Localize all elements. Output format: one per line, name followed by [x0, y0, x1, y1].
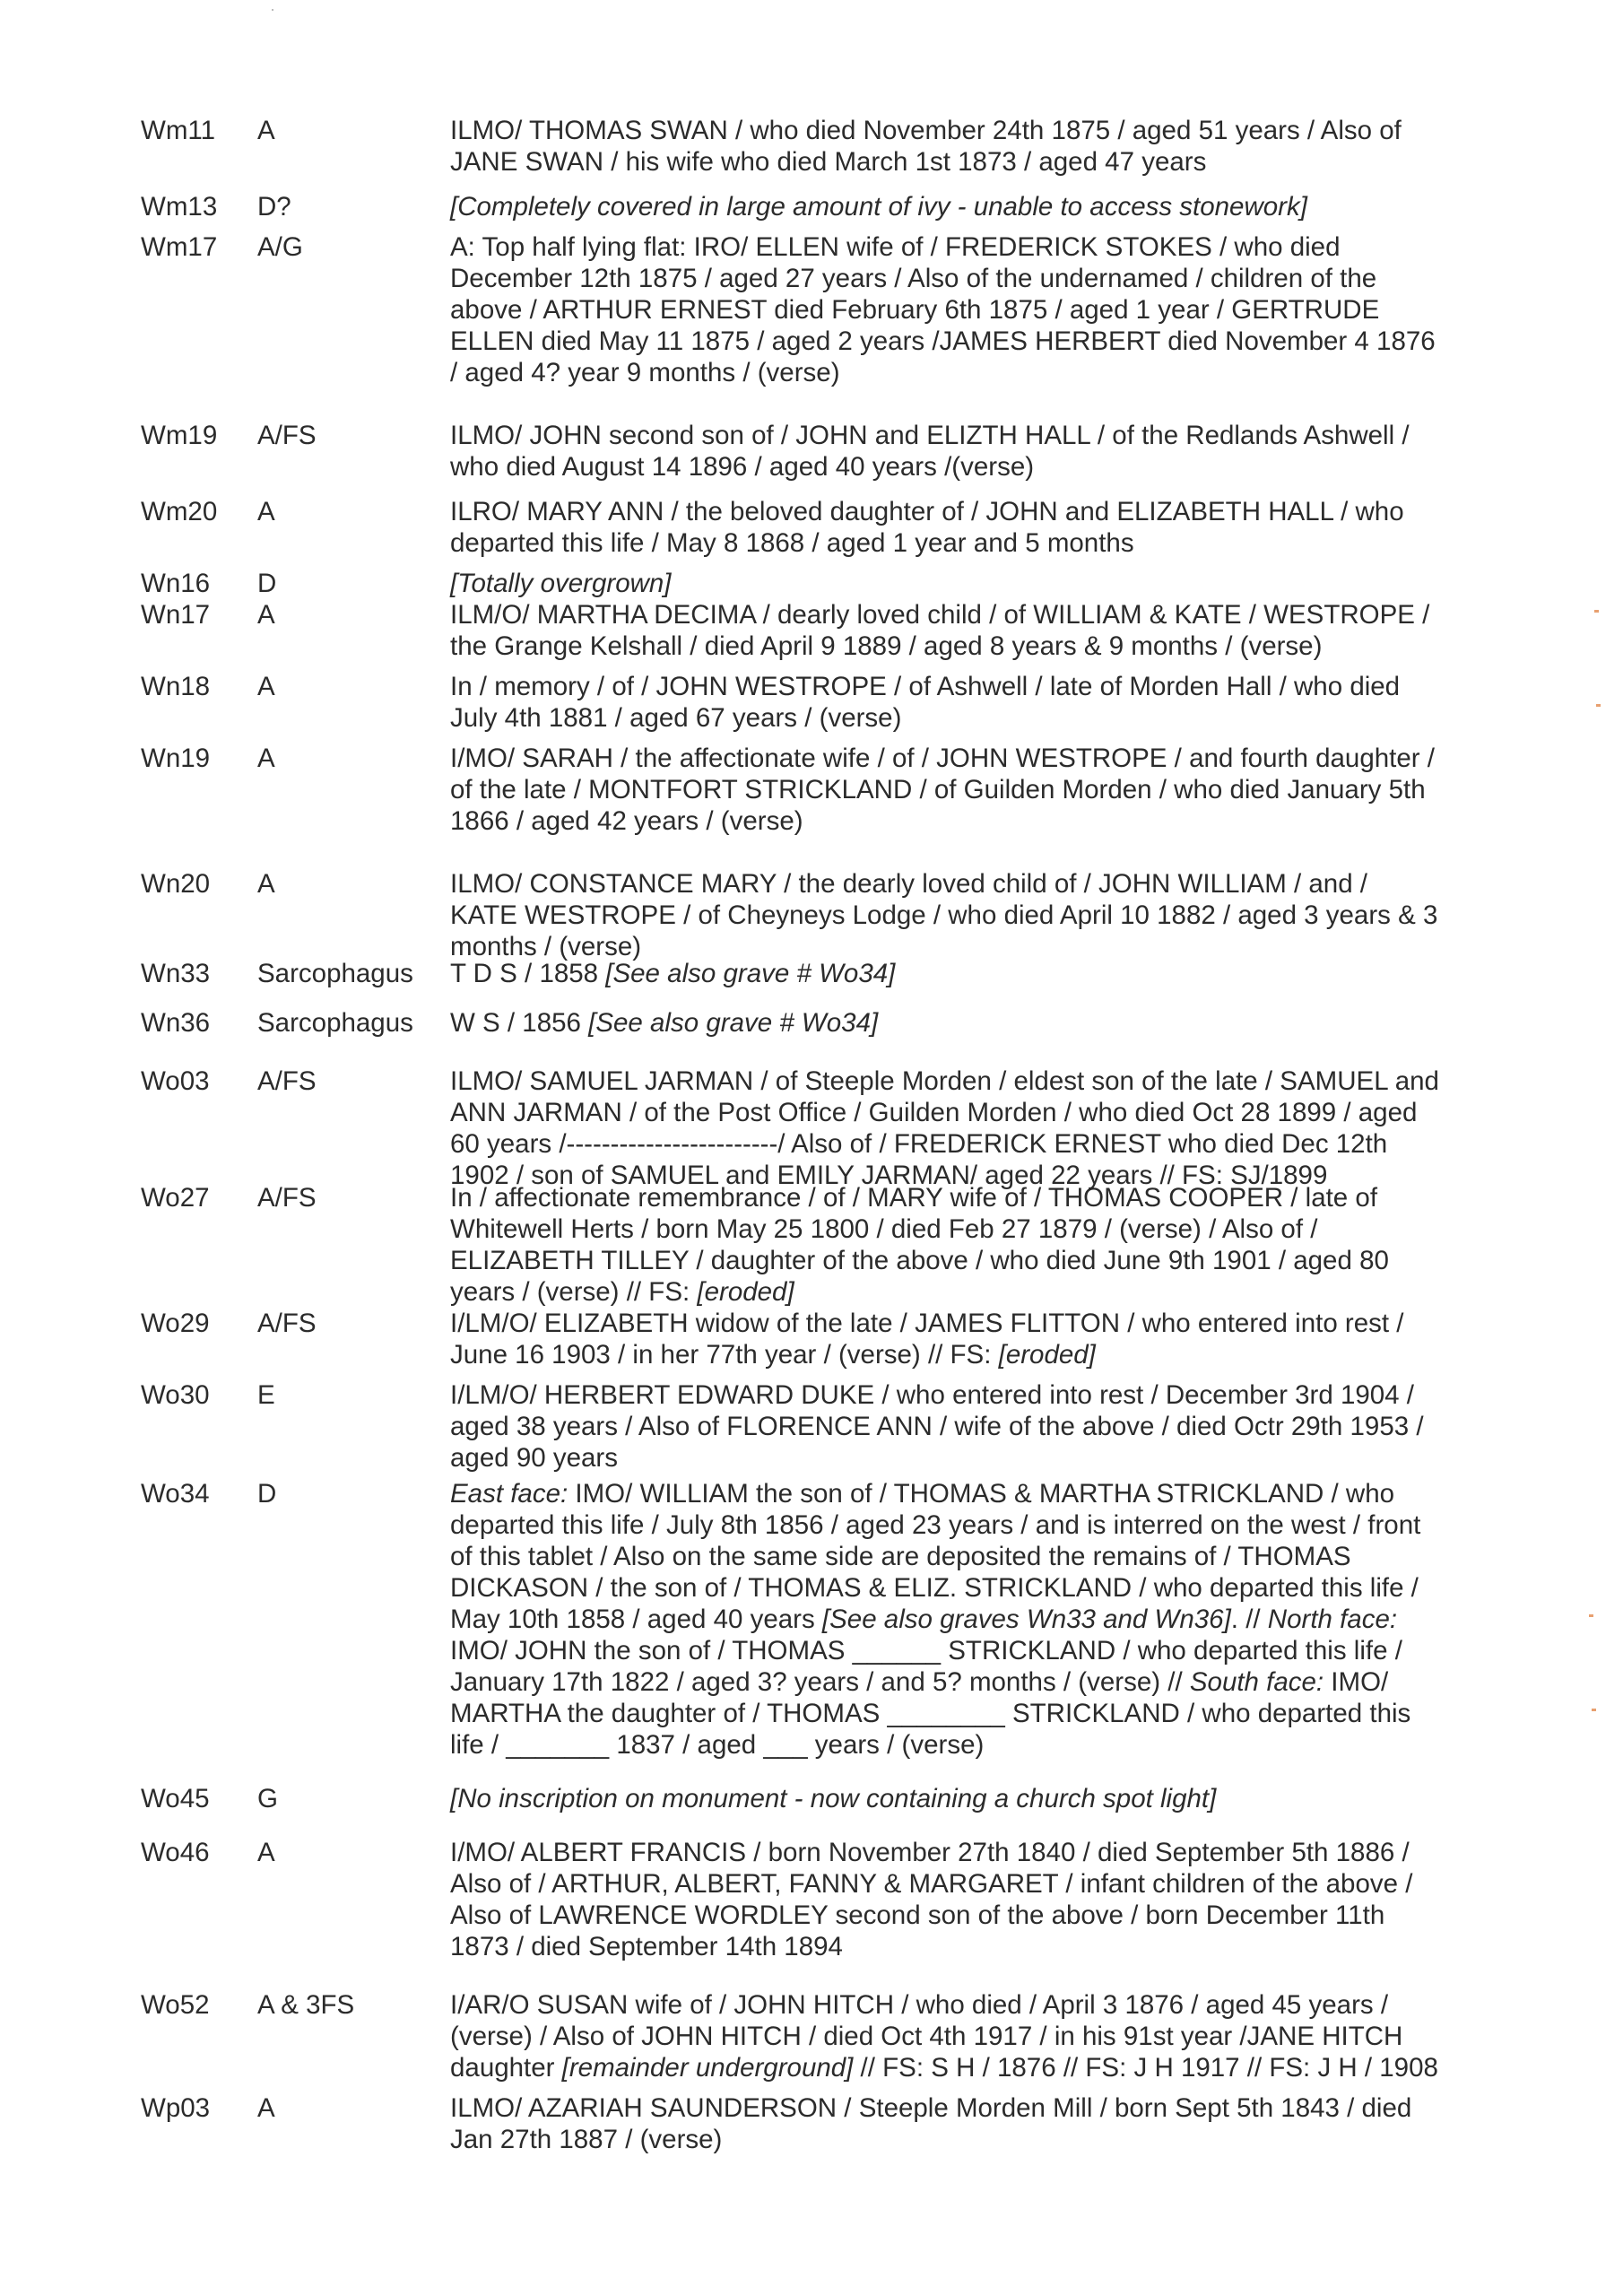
monument-type: A [257, 2093, 275, 2123]
inscription-text [450, 671, 1499, 734]
inscription-text [450, 1989, 1499, 2083]
grave-ref: Wn33 [141, 959, 211, 988]
monument-type: A [257, 869, 275, 899]
grave-ref: Wo30 [141, 1380, 210, 1410]
inscription-line: Jan 27th 1887 / (verse) [450, 2125, 723, 2154]
grave-ref: Wo29 [141, 1309, 210, 1338]
inscription-line: aged 90 years [450, 1443, 618, 1473]
grave-ref: Wp03 [141, 2093, 211, 2123]
inscription-line: January 17th 1822 / aged 3? years / and 5? months / (verse) // South face: IMO/ [450, 1667, 1389, 1697]
inscription-line: 60 years /------------------------/ Also of / FREDERICK ERNEST who died Dec 12th [450, 1129, 1388, 1159]
inscription-text [450, 1182, 1499, 1308]
inscription-text [450, 1065, 1499, 1191]
inscription-line: June 16 1903 / in her 77th year / (verse) // FS: [eroded] [450, 1340, 1096, 1370]
monument-type: D [257, 1479, 277, 1509]
grave-ref: Wo46 [141, 1838, 210, 1867]
inscription-line: [Completely covered in large amount of ivy - unable to access stonework] [450, 192, 1307, 222]
inscription-line: ILMO/ SAMUEL JARMAN / of Steeple Morden / eldest son of the late / SAMUEL and [450, 1066, 1439, 1096]
inscription-line: daughter [remainder underground] // FS: S H / 1876 // FS: J H 1917 // FS: J H / 1908 [450, 2053, 1438, 2083]
monument-type: A [257, 116, 275, 145]
inscription-text [450, 496, 1499, 559]
inscription-line: ILMO/ THOMAS SWAN / who died November 24th 1875 / aged 51 years / Also of [450, 116, 1402, 145]
monument-type: Sarcophagus [257, 1008, 413, 1038]
scan-mark [1596, 704, 1601, 707]
grave-ref: Wo52 [141, 1990, 210, 2020]
monument-type: A [257, 600, 275, 630]
inscription-text [450, 743, 1499, 837]
inscription-text [450, 868, 1499, 962]
grave-ref: Wn36 [141, 1008, 211, 1038]
inscription-text [450, 958, 1499, 989]
inscription-text [450, 599, 1499, 662]
inscription-line: MARTHA the daughter of / THOMAS ________ STRICKLAND / who departed this [450, 1699, 1411, 1728]
monument-type: G [257, 1784, 278, 1813]
inscription-line: who died August 14 1896 / aged 40 years /(verse) [450, 452, 1035, 482]
inscription-text [450, 1478, 1499, 1761]
inscription-line: departed this life / May 8 1868 / aged 1 year and 5 months [450, 528, 1134, 558]
scan-mark [1592, 1709, 1596, 1711]
grave-ref: Wo03 [141, 1066, 210, 1096]
inscription-line: ELIZABETH TILLEY / daughter of the above / who died June 9th 1901 / aged 80 [450, 1246, 1389, 1275]
monument-type: E [257, 1380, 275, 1410]
inscription-line: W S / 1856 [See also grave # Wo34] [450, 1008, 879, 1038]
inscription-line: I/MO/ SARAH / the affectionate wife / of / JOHN WESTROPE / and fourth daughter / [450, 744, 1435, 773]
inscription-text [450, 1007, 1499, 1039]
inscription-line: months / (verse) [450, 932, 642, 961]
inscription-line: I/AR/O SUSAN wife of / JOHN HITCH / who died / April 3 1876 / aged 45 years / [450, 1990, 1389, 2020]
inscription-line: In / affectionate remembrance / of / MARY wife of / THOMAS COOPER / late of [450, 1183, 1378, 1213]
inscription-line: DICKASON / the son of / THOMAS & ELIZ. STRICKLAND / who departed this life / [450, 1573, 1419, 1603]
inscription-line: years / (verse) // FS: [eroded] [450, 1277, 794, 1307]
inscription-line: of the late / MONTFORT STRICKLAND / of Guilden Morden / who died January 5th [450, 775, 1426, 804]
inscription-line: 1873 / died September 14th 1894 [450, 1932, 843, 1961]
inscription-line: A: Top half lying flat: IRO/ ELLEN wife of / FREDERICK STOKES / who died [450, 232, 1341, 262]
inscription-line: ILRO/ MARY ANN / the beloved daughter of / JOHN and ELIZABETH HALL / who [450, 497, 1404, 526]
grave-ref: Wm11 [141, 116, 216, 145]
inscription-line: T D S / 1858 [See also grave # Wo34] [450, 959, 896, 988]
inscription-line: aged 38 years / Also of FLORENCE ANN / wife of the above / died Octr 29th 1953 / [450, 1412, 1424, 1441]
inscription-line: ANN JARMAN / of the Post Office / Guilden Morden / who died Oct 28 1899 / aged [450, 1098, 1418, 1127]
inscription-text [450, 1783, 1499, 1814]
monument-type: Sarcophagus [257, 959, 413, 988]
scan-speck [272, 9, 273, 11]
inscription-line: East face: IMO/ WILLIAM the son of / THOMAS & MARTHA STRICKLAND / who [450, 1479, 1395, 1509]
inscription-text [450, 1308, 1499, 1370]
inscription-line: Also of LAWRENCE WORDLEY second son of the above / born December 11th [450, 1900, 1385, 1930]
inscription-text [450, 115, 1499, 178]
inscription-text [450, 231, 1499, 388]
inscription-line: December 12th 1875 / aged 27 years / Also of the undernamed / children of the [450, 264, 1377, 293]
inscription-line: ILM/O/ MARTHA DECIMA / dearly loved child / of WILLIAM & KATE / WESTROPE / [450, 600, 1430, 630]
grave-ref: Wn16 [141, 569, 211, 598]
grave-ref: Wm17 [141, 232, 218, 262]
inscription-line: July 4th 1881 / aged 67 years / (verse) [450, 703, 902, 733]
grave-ref: Wo27 [141, 1183, 210, 1213]
inscription-line: life / _______ 1837 / aged ___ years / (verse) [450, 1730, 985, 1760]
monument-type: A [257, 744, 275, 773]
monument-type: A/FS [257, 1183, 317, 1213]
grave-ref: Wm19 [141, 421, 218, 450]
inscription-line: ELLEN died May 11 1875 / aged 2 years /JAMES HERBERT died November 4 1876 [450, 326, 1436, 356]
inscription-line: / aged 4? year 9 months / (verse) [450, 358, 840, 387]
inscription-text [450, 420, 1499, 483]
inscription-line: ILMO/ AZARIAH SAUNDERSON / Steeple Morden Mill / born Sept 5th 1843 / died [450, 2093, 1412, 2123]
inscription-text [450, 1379, 1499, 1474]
inscription-line: 1902 / son of SAMUEL and EMILY JARMAN/ aged 22 years // FS: SJ/1899 [450, 1161, 1328, 1190]
inscription-text [450, 191, 1499, 222]
inscription-line: the Grange Kelshall / died April 9 1889 / aged 8 years & 9 months / (verse) [450, 631, 1323, 661]
inscription-line: 1866 / aged 42 years / (verse) [450, 806, 803, 836]
inscription-line: ILMO/ CONSTANCE MARY / the dearly loved child of / JOHN WILLIAM / and / [450, 869, 1368, 899]
monument-type: A [257, 1838, 275, 1867]
inscription-text [450, 2092, 1499, 2155]
inscription-line: Also of / ARTHUR, ALBERT, FANNY & MARGARET / infant children of the above / [450, 1869, 1413, 1899]
monument-type: D? [257, 192, 291, 222]
scan-mark [1589, 1614, 1593, 1617]
inscription-line: I/MO/ ALBERT FRANCIS / born November 27th 1840 / died September 5th 1886 / [450, 1838, 1410, 1867]
inscription-line: ILMO/ JOHN second son of / JOHN and ELIZTH HALL / of the Redlands Ashwell / [450, 421, 1410, 450]
inscription-line: (verse) / Also of JOHN HITCH / died Oct 4th 1917 / in his 91st year /JANE HITCH [450, 2022, 1403, 2051]
inscription-line: departed this life / July 8th 1856 / aged 23 years / and is interred on the west / front [450, 1510, 1421, 1540]
inscription-line: I/LM/O/ ELIZABETH widow of the late / JAMES FLITTON / who entered into rest / [450, 1309, 1404, 1338]
inscription-line: I/LM/O/ HERBERT EDWARD DUKE / who entered into rest / December 3rd 1904 / [450, 1380, 1414, 1410]
inscription-text [450, 1837, 1499, 1962]
monument-type: A/FS [257, 421, 317, 450]
monument-type: D [257, 569, 277, 598]
monument-type: A/FS [257, 1309, 317, 1338]
inscription-line: Whitewell Herts / born May 25 1800 / died Feb 27 1879 / (verse) / Also of / [450, 1214, 1318, 1244]
grave-ref: Wn17 [141, 600, 211, 630]
monument-type: A/FS [257, 1066, 317, 1096]
inscription-line: May 10th 1858 / aged 40 years [See also graves Wn33 and Wn36]. // North face: [450, 1605, 1398, 1634]
grave-ref: Wn18 [141, 672, 211, 701]
monument-type: A [257, 672, 275, 701]
inscription-line: above / ARTHUR ERNEST died February 6th 1875 / aged 1 year / GERTRUDE [450, 295, 1380, 325]
monument-type: A/G [257, 232, 303, 262]
inscription-line: KATE WESTROPE / of Cheyneys Lodge / who died April 10 1882 / aged 3 years & 3 [450, 900, 1438, 930]
grave-ref: Wm13 [141, 192, 218, 222]
inscription-text [450, 568, 1499, 599]
inscription-line: In / memory / of / JOHN WESTROPE / of Ashwell / late of Morden Hall / who died [450, 672, 1401, 701]
inscription-line: of this tablet / Also on the same side are deposited the remains of / THOMAS [450, 1542, 1351, 1571]
grave-ref: Wn20 [141, 869, 211, 899]
grave-ref: Wn19 [141, 744, 211, 773]
monument-type: A [257, 497, 275, 526]
inscription-line: [No inscription on monument - now containing a church spot light] [450, 1784, 1217, 1813]
grave-ref: Wo45 [141, 1784, 210, 1813]
inscription-line: [Totally overgrown] [450, 569, 672, 598]
grave-ref: Wo34 [141, 1479, 210, 1509]
inscription-line: IMO/ JOHN the son of / THOMAS ______ STRICKLAND / who departed this life / [450, 1636, 1402, 1665]
scan-mark [1594, 610, 1599, 613]
grave-ref: Wm20 [141, 497, 218, 526]
inscription-line: JANE SWAN / his wife who died March 1st 1873 / aged 47 years [450, 147, 1207, 177]
monument-type: A & 3FS [257, 1990, 355, 2020]
